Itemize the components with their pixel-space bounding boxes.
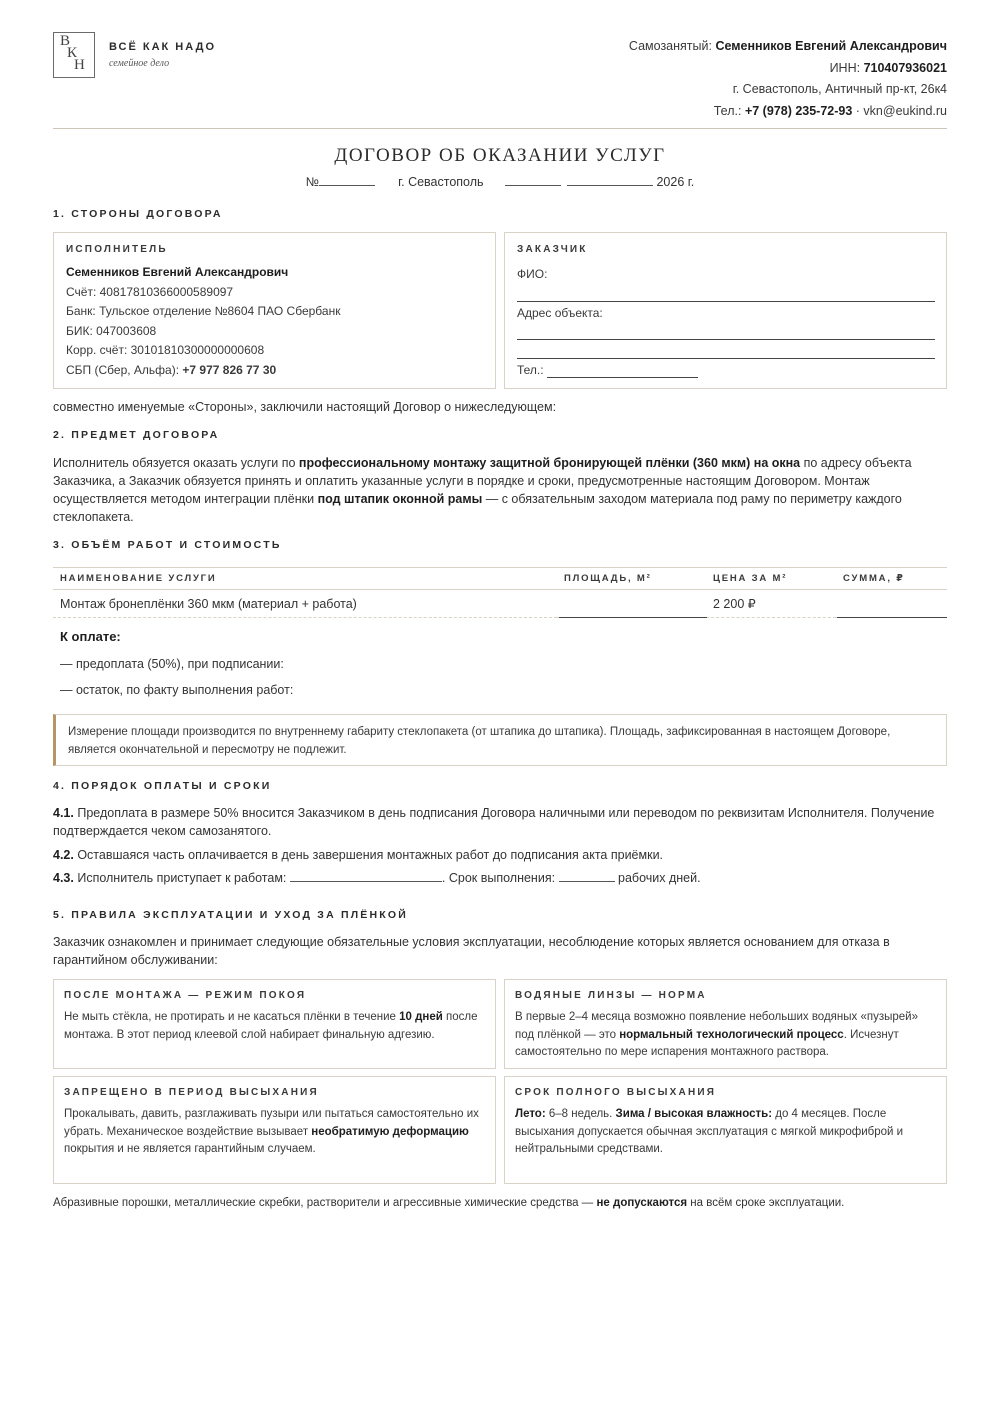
document-header — [53, 30, 947, 130]
executor-sbp: +7 977 826 77 30 — [182, 362, 277, 377]
subject-text: Исполнитель обязуется оказать услуги по профессиональному монтажу защитной бронирующей плёнки (360 мкм) на окна по адресу объекта Заказчика, а Заказчик обязуется принять и оплатить указанные услуги в порядке и сроки, предусмотренные настоящим Договором. Монтаж осуществляется методом интеграции плёнки под штапик оконной рамы — с обязательным заходом материала под раму по периметру каждого стеклопакета. — [53, 456, 912, 524]
rule-box-water-lenses: ВОДЯНЫЕ ЛИНЗЫ — НОРМА В первые 2–4 месяца возможно появление небольших водяных «пузырей» под плёнкой — это нормальный технологический процесс. Исчезнут самостоятельно по мере испарения монтажного раствора. — [504, 979, 947, 1069]
executor-corr: Корр. счёт: 30101810300000000608 — [66, 343, 265, 357]
customer-fio-label: ФИО: — [517, 267, 548, 281]
document-title: ДОГОВОР ОБ ОКАЗАНИИ УСЛУГ — [334, 145, 666, 166]
year: 2026 г. — [656, 175, 695, 189]
col-service: НАИМЕНОВАНИЕ УСЛУГИ — [53, 568, 557, 590]
rest-line: — остаток, по факту выполнения работ: — [60, 683, 294, 697]
executor-account: Счёт: 40817810366000589097 — [66, 284, 234, 299]
executor-box: ИСПОЛНИТЕЛЬ Семенников Евгений Александрович Счёт: 40817810366000589097 Банк: Тульское отделение №8604 ПАО Сбербанк БИК: 047003608 Корр. счёт: 30101810300000000608 СБП (Сбер, Альфа): +7 977 826 77 30 — [53, 232, 496, 389]
duration-blank[interactable] — [559, 870, 615, 882]
email-value: · vkn@eukind.ru — [852, 103, 947, 118]
month-blank[interactable] — [567, 174, 653, 186]
executor-contacts: Самозанятый: Семенников Евгений Александрович ИНН: 710407936021 г. Севастополь, Античный пр-кт, 26к4 Тел.: +7 (978) 235-72-93 · vkn@eukind.ru — [628, 39, 947, 118]
customer-box — [504, 232, 947, 389]
executor-bank: Банк: Тульское отделение №8604 ПАО Сбербанк — [66, 304, 341, 318]
area-cell[interactable] — [557, 590, 706, 618]
rule-box-forbidden: ЗАПРЕЩЕНО В ПЕРИОД ВЫСЫХАНИЯ Прокалывать, давить, разглаживать пузыри или пытаться самостоятельно их убрать. Механическое воздействие вызывает необратимую деформацию покрытия и не является гарантийным случаем. — [53, 1076, 496, 1184]
parties-summary: совместно именуемые «Стороны», заключили настоящий Договор о нижеследующем: — [53, 400, 557, 414]
number-blank[interactable] — [319, 174, 375, 186]
executor-name: Семенников Евгений Александрович — [715, 39, 947, 53]
payment-heading: К оплате: — [60, 629, 121, 644]
sum-cell[interactable] — [836, 590, 947, 618]
section-3-heading: 3. ОБЪЁМ РАБОТ И СТОИМОСТЬ — [53, 539, 282, 551]
customer-address-field-1[interactable] — [517, 339, 935, 340]
services-table — [53, 567, 947, 618]
section-5-heading: 5. ПРАВИЛА ЭКСПЛУАТАЦИИ И УХОД ЗА ПЛЁНКОЙ — [53, 909, 409, 921]
executor-box-title: ИСПОЛНИТЕЛЬ — [66, 244, 168, 255]
executor-address: г. Севастополь, Античный пр-кт, 26к4 — [732, 82, 947, 96]
section-2-heading: 2. ПРЕДМЕТ ДОГОВОРА — [53, 429, 220, 441]
rules-intro: Заказчик ознакомлен и принимает следующие обязательные условия эксплуатации, несоблюдение которых является основанием для отказа в гарантийном обслуживании: — [53, 935, 890, 967]
customer-phone-label: Тел.: — [517, 363, 544, 377]
document-subtitle: № г. Севастополь 2026 г. — [305, 175, 695, 189]
col-area: ПЛОЩАДЬ, М² — [557, 568, 706, 590]
logo-subtitle: семейное дело — [109, 58, 170, 69]
rule-box-drying-time: СРОК ПОЛНОГО ВЫСЫХАНИЯ Лето: 6–8 недель. Зима / высокая влажность: до 4 месяцев. После высыхания допускается обычная эксплуатация с мягкой микрофиброй и нейтральными средствами. — [504, 1076, 947, 1184]
table-row — [53, 590, 947, 618]
inn-value: 710407936021 — [863, 60, 947, 75]
day-blank[interactable] — [505, 174, 561, 186]
section-4-heading: 4. ПОРЯДОК ОПЛАТЫ И СРОКИ — [53, 780, 272, 792]
logo-name: ВСЁ КАК НАДО — [109, 41, 216, 53]
clause-4-1: 4.1. Предоплата в размере 50% вносится Заказчиком в день подписания Договора наличными или переводом по реквизитам Исполнителя. Получение подтверждается чеком самозанятого. — [53, 806, 935, 838]
phone-value: +7 (978) 235-72-93 — [744, 103, 853, 118]
price-cell: 2 200 ₽ — [706, 590, 836, 618]
col-sum: СУММА, ₽ — [836, 568, 947, 590]
rule-box-rest: ПОСЛЕ МОНТАЖА — РЕЖИМ ПОКОЯ Не мыть стёкла, не протирать и не касаться плёнки в течение 10 дней после монтажа. В этот период клеевой слой набирает финальную адгезию. — [53, 979, 496, 1069]
col-price: ЦЕНА ЗА М² — [706, 568, 836, 590]
customer-address-label: Адрес объекта: — [517, 306, 603, 320]
customer-fio-field[interactable] — [517, 301, 935, 302]
logo-icon: В К Н — [53, 32, 95, 78]
customer-phone-field[interactable] — [547, 377, 698, 378]
customer-box-title: ЗАКАЗЧИК — [517, 244, 588, 255]
executor-full-name: Семенников Евгений Александрович — [66, 265, 289, 279]
executor-bik: БИК: 047003608 — [66, 323, 157, 338]
start-date-blank[interactable] — [290, 870, 442, 882]
prepay-line: — предоплата (50%), при подписании: — [60, 657, 284, 671]
city: г. Севастополь — [398, 175, 484, 189]
clause-4-2: 4.2. Оставшаяся часть оплачивается в день завершения монтажных работ до подписания акта приёмки. — [53, 848, 664, 862]
rules-footer: Абразивные порошки, металлические скребки, растворители и агрессивные химические средства — не допускаются на всём сроке эксплуатации. — [53, 1197, 845, 1209]
customer-address-field-2[interactable] — [517, 358, 935, 359]
section-1-heading: 1. СТОРОНЫ ДОГОВОРА — [53, 208, 223, 220]
service-name: Монтаж бронеплёнки 360 мкм (материал + работа) — [53, 590, 557, 618]
header-divider — [53, 128, 947, 129]
clause-4-3: 4.3. Исполнитель приступает к работам: . Срок выполнения: рабочих дней. — [53, 871, 701, 885]
area-note: Измерение площади производится по внутреннему габариту стеклопакета (от штапика до штапика). Площадь, зафиксированная в настоящем Договоре, является окончательной и пересмотру не подлежит. — [53, 714, 947, 766]
